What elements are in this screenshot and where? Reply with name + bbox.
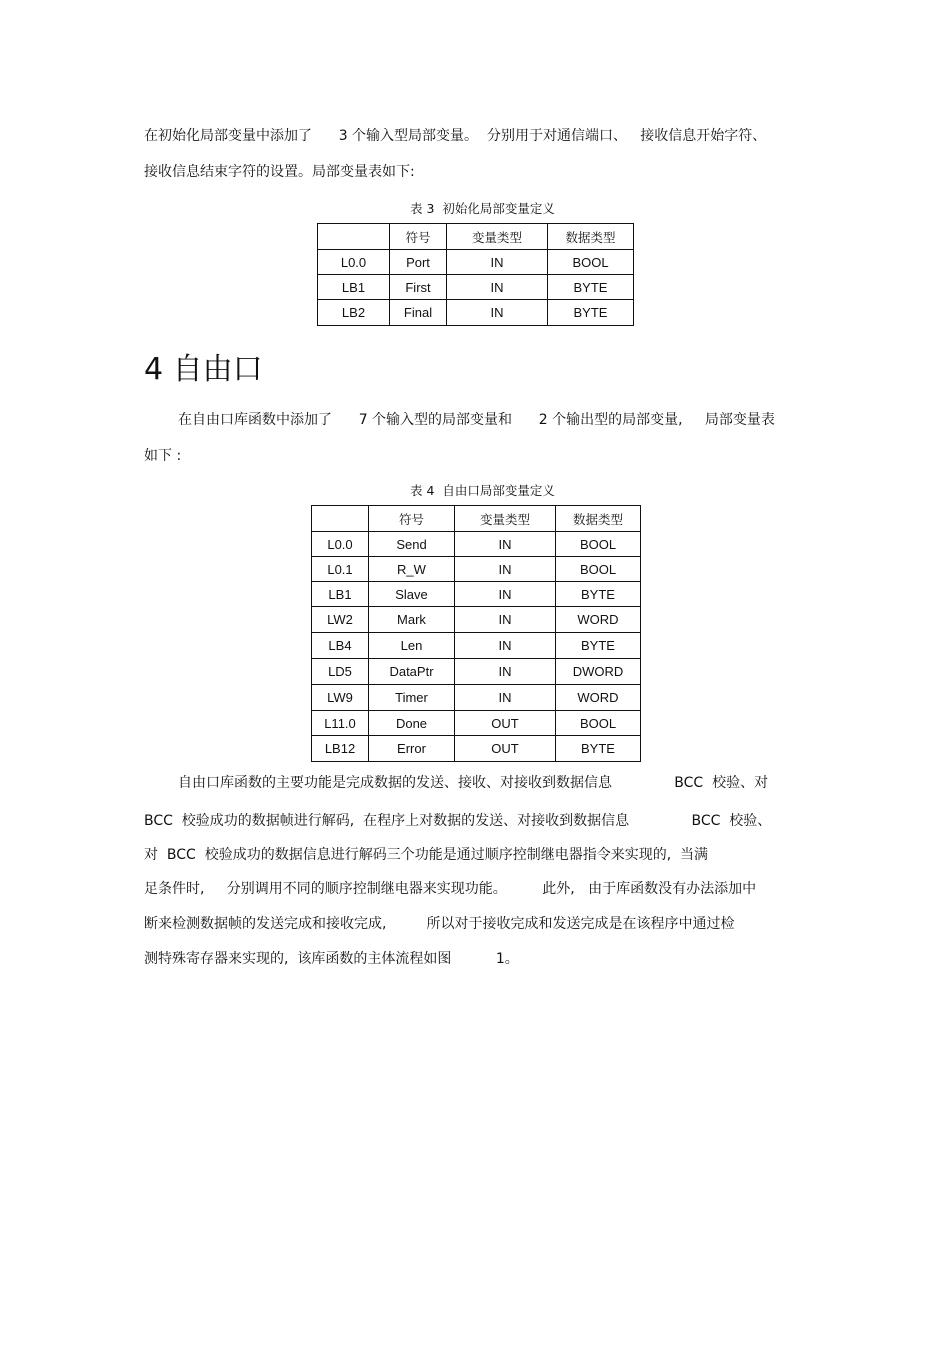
table-cell: IN xyxy=(447,250,548,275)
intro-line-1: 在初始化局部变量中添加了 3 个输入型局部变量。 分别用于对通信端口、 接收信息开始字符、 xyxy=(144,128,767,144)
table-cell: BYTE xyxy=(556,582,641,607)
section4-para-line-2: 如下 : xyxy=(144,448,182,464)
table-cell: IN xyxy=(455,532,556,557)
table-cell: BYTE xyxy=(556,736,641,762)
table-row xyxy=(318,300,634,326)
intro-line-2: 接收信息结束字符的设置。局部变量表如下: xyxy=(144,164,415,180)
table-cell: OUT xyxy=(455,736,556,762)
table4 xyxy=(311,505,641,762)
table-row xyxy=(318,275,634,300)
table-cell: L11.0 xyxy=(312,711,369,736)
table-cell: DataPtr xyxy=(369,659,455,685)
table4-header-cell xyxy=(312,506,369,532)
table-cell: WORD xyxy=(556,607,641,633)
table3-header-cell: 变量类型 xyxy=(447,224,548,250)
table-cell: First xyxy=(390,275,447,300)
table-cell: BOOL xyxy=(548,250,634,275)
table4-header-cell: 符号 xyxy=(369,506,455,532)
table3 xyxy=(317,223,634,326)
table-cell: L0.0 xyxy=(312,532,369,557)
table-cell: Send xyxy=(369,532,455,557)
table-row xyxy=(312,532,641,557)
table-cell: IN xyxy=(447,300,548,326)
table-cell: LW2 xyxy=(312,607,369,633)
table-cell: Port xyxy=(390,250,447,275)
table-cell: LB1 xyxy=(318,275,390,300)
table-cell: BOOL xyxy=(556,711,641,736)
table-row xyxy=(318,250,634,275)
table-cell: LW9 xyxy=(312,685,369,711)
table-cell: LB4 xyxy=(312,633,369,659)
table-cell: Len xyxy=(369,633,455,659)
body-line-4: 足条件时, 分别调用不同的顺序控制继电器来实现功能。 此外, 由于库函数没有办法添加中 xyxy=(144,881,757,897)
table-cell: BOOL xyxy=(556,557,641,582)
table-cell: LB2 xyxy=(318,300,390,326)
table-row xyxy=(312,685,641,711)
table-cell: BOOL xyxy=(556,532,641,557)
body-line-1: 自由口库函数的主要功能是完成数据的发送、接收、对接收到数据信息 BCC 校验、对 xyxy=(178,775,769,791)
body-line-6: 测特殊寄存器来实现的, 该库函数的主体流程如图 1。 xyxy=(144,951,519,967)
table-cell: Mark xyxy=(369,607,455,633)
table-cell: Final xyxy=(390,300,447,326)
table-cell: IN xyxy=(455,685,556,711)
table4-caption: 表 4 自由口局部变量定义 xyxy=(410,483,555,498)
body-line-5: 断来检测数据帧的发送完成和接收完成, 所以对于接收完成和发送完成是在该程序中通过检 xyxy=(144,916,735,932)
section-heading: 4 自由口 xyxy=(144,352,263,387)
table-row xyxy=(312,736,641,762)
table-row xyxy=(312,659,641,685)
table-cell: BYTE xyxy=(548,300,634,326)
table3-header-cell: 数据类型 xyxy=(548,224,634,250)
table-row xyxy=(312,711,641,736)
table-cell: L0.1 xyxy=(312,557,369,582)
table-cell: DWORD xyxy=(556,659,641,685)
table-cell: Slave xyxy=(369,582,455,607)
table-cell: IN xyxy=(455,607,556,633)
table3-header-cell xyxy=(318,224,390,250)
table3-header-row xyxy=(318,224,634,250)
table-row xyxy=(312,633,641,659)
table-cell: IN xyxy=(455,659,556,685)
table-cell: BYTE xyxy=(556,633,641,659)
table-cell: LB12 xyxy=(312,736,369,762)
table-row xyxy=(312,607,641,633)
table4-header-cell: 数据类型 xyxy=(556,506,641,532)
table-cell: LB1 xyxy=(312,582,369,607)
table-cell: Done xyxy=(369,711,455,736)
table-cell: IN xyxy=(447,275,548,300)
table4-header-row xyxy=(312,506,641,532)
body-line-2: BCC 校验成功的数据帧进行解码, 在程序上对数据的发送、对接收到数据信息 BCC 校验、 xyxy=(144,813,772,829)
table3-header-cell: 符号 xyxy=(390,224,447,250)
table3-caption: 表 3 初始化局部变量定义 xyxy=(410,201,555,216)
table-cell: Error xyxy=(369,736,455,762)
table-cell: OUT xyxy=(455,711,556,736)
table-cell: L0.0 xyxy=(318,250,390,275)
table-cell: LD5 xyxy=(312,659,369,685)
table-cell: IN xyxy=(455,633,556,659)
table-cell: BYTE xyxy=(548,275,634,300)
body-line-3: 对 BCC 校验成功的数据信息进行解码三个功能是通过顺序控制继电器指令来实现的, 当满 xyxy=(144,847,709,863)
table-cell: WORD xyxy=(556,685,641,711)
table-row xyxy=(312,557,641,582)
table-cell: IN xyxy=(455,557,556,582)
table4-header-cell: 变量类型 xyxy=(455,506,556,532)
table-cell: IN xyxy=(455,582,556,607)
table-row xyxy=(312,582,641,607)
section4-para-line-1: 在自由口库函数中添加了 7 个输入型的局部变量和 2 个输出型的局部变量, 局部变量表 xyxy=(178,412,775,428)
table-cell: R_W xyxy=(369,557,455,582)
table-cell: Timer xyxy=(369,685,455,711)
